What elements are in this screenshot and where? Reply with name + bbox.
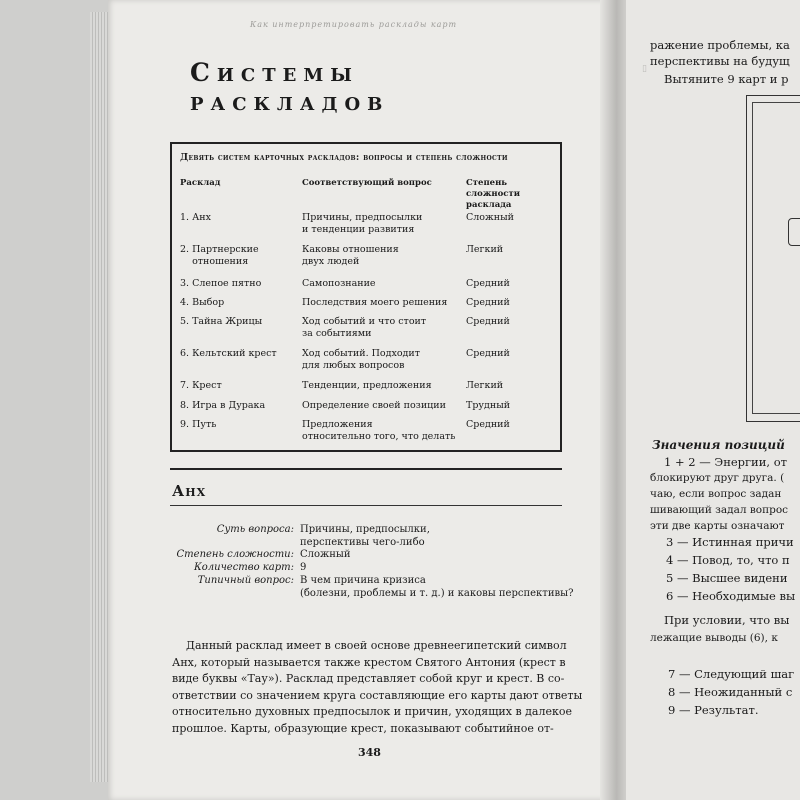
section-title: Анх [172,482,207,500]
spread-question: Ход событий и что стоит за событиями [302,316,427,339]
chapter-title: Системы раскладов [190,58,390,116]
right-page-line: 4 — Повод, то, что п [666,553,790,567]
spread-level: Легкий [466,380,504,391]
spread-question: Каковы отношения двух людей [302,244,399,267]
right-page-line: 7 — Следующий шаг [668,667,795,681]
spread-name: 8. Игра в Дурака [180,400,266,411]
spread-name: 7. Крест [180,380,222,391]
spread-question: Последствия моего решения [302,297,448,308]
table-title: Девять систем карточных раскладов: вопросы и степень сложности [180,152,508,163]
spread-question: Самопознание [302,278,376,289]
meta-value: Причины, предпосылки, перспективы чего-либо [300,524,430,548]
spread-level: Средний [466,316,510,327]
right-page-line: Значения позиций [652,438,785,452]
right-page-line: шивающий задал вопрос [650,504,789,516]
right-page-line: 3 — Истинная причи [666,535,794,549]
spread-name: 6. Кельтский крест [180,348,277,359]
body-line: прошлое. Карты, образующие крест, показывают событийное от- [172,721,554,735]
meta-value: В чем причина кризиса (болезни, проблемы и т. д.) и каковы перспективы? [300,575,574,599]
spreads-table [170,142,562,452]
table-header-question: Соответствующий вопрос [302,178,432,188]
spread-level: Сложный [466,212,514,223]
right-page-line: 8 — Неожиданный с [668,685,793,699]
meta-label: Суть вопроса: [216,524,294,535]
spread-question: Причины, предпосылки и тенденции развития [302,212,423,235]
spread-name: 4. Выбор [180,297,225,308]
right-page-line: 5 — Высшее видени [666,571,788,585]
right-page-line: 1 + 2 — Энергии, от [664,455,787,469]
spread-question: Предложения относительно того, что делать [302,419,456,442]
body-line: Анх, который называется также крестом Святого Антония (крест в [172,655,566,669]
spread-name: 9. Путь [180,419,217,430]
section-rule-top [170,468,562,470]
spread-question: Тенденции, предложения [302,380,432,391]
body-line: относительно духовных предпосылок и причин, уходящих в далекое [172,705,572,719]
card-outline [788,218,800,246]
running-head: Как интерпретировать расклады карт [250,20,458,29]
spread-level: Трудный [466,400,511,411]
spread-question: Определение своей позиции [302,400,446,411]
body-line: виде буквы «Тау»). Расклад представляет собой круг и крест. В со- [172,672,565,686]
spread-name: 5. Тайна Жрицы [180,316,263,327]
spread-name: 2. Партнерские отношения [180,244,259,267]
right-page-line: Вытяните 9 карт и р [664,72,789,86]
body-text [172,638,583,738]
right-page-line: ражение проблемы, ка [650,38,790,52]
right-page-line: эти две карты означают [650,520,785,532]
spread-name: 3. Слепое пятно [180,278,262,289]
spread-level: Средний [466,278,510,289]
spread-level: Средний [466,419,510,430]
spread-question: Ход событий. Подходит для любых вопросов [302,348,420,371]
right-page-line: 6 — Необходимые вы [666,589,796,603]
right-page-line: лежащие выводы (6), к [650,632,778,644]
meta-label: Количество карт: [194,562,294,573]
spread-level: Легкий [466,244,504,255]
spread-level: Средний [466,297,510,308]
body-line: ответствии со значением круга составляющие его карты дают ответы [172,688,583,702]
table-header-level: Степень сложности раскладa [466,178,521,210]
meta-value: 9 [300,562,307,573]
body-line: Данный расклад имеет в своей основе древнеегипетский символ [186,639,567,652]
right-page-line: чаю, если вопрос задан [650,488,782,500]
spread-level: Средний [466,348,510,359]
meta-value: Сложный [300,549,351,560]
page-number: 348 [358,746,381,759]
right-page-line: перспективы на будущ [650,54,790,68]
right-page-line: При условии, что вы [664,613,790,627]
spread-diagram-inner-frame [752,102,800,414]
right-page-line: 9 — Результат. [668,703,759,717]
right-page-line: блокируют друг друга. ( [650,472,785,484]
table-header-spread: Расклад [180,178,221,188]
spread-name: 1. Анх [180,212,211,223]
meta-label: Степень сложности: [176,549,294,560]
section-rule-bottom [170,505,562,506]
meta-label: Типичный вопрос: [197,575,294,586]
show-through-text: ▯ [642,64,647,74]
